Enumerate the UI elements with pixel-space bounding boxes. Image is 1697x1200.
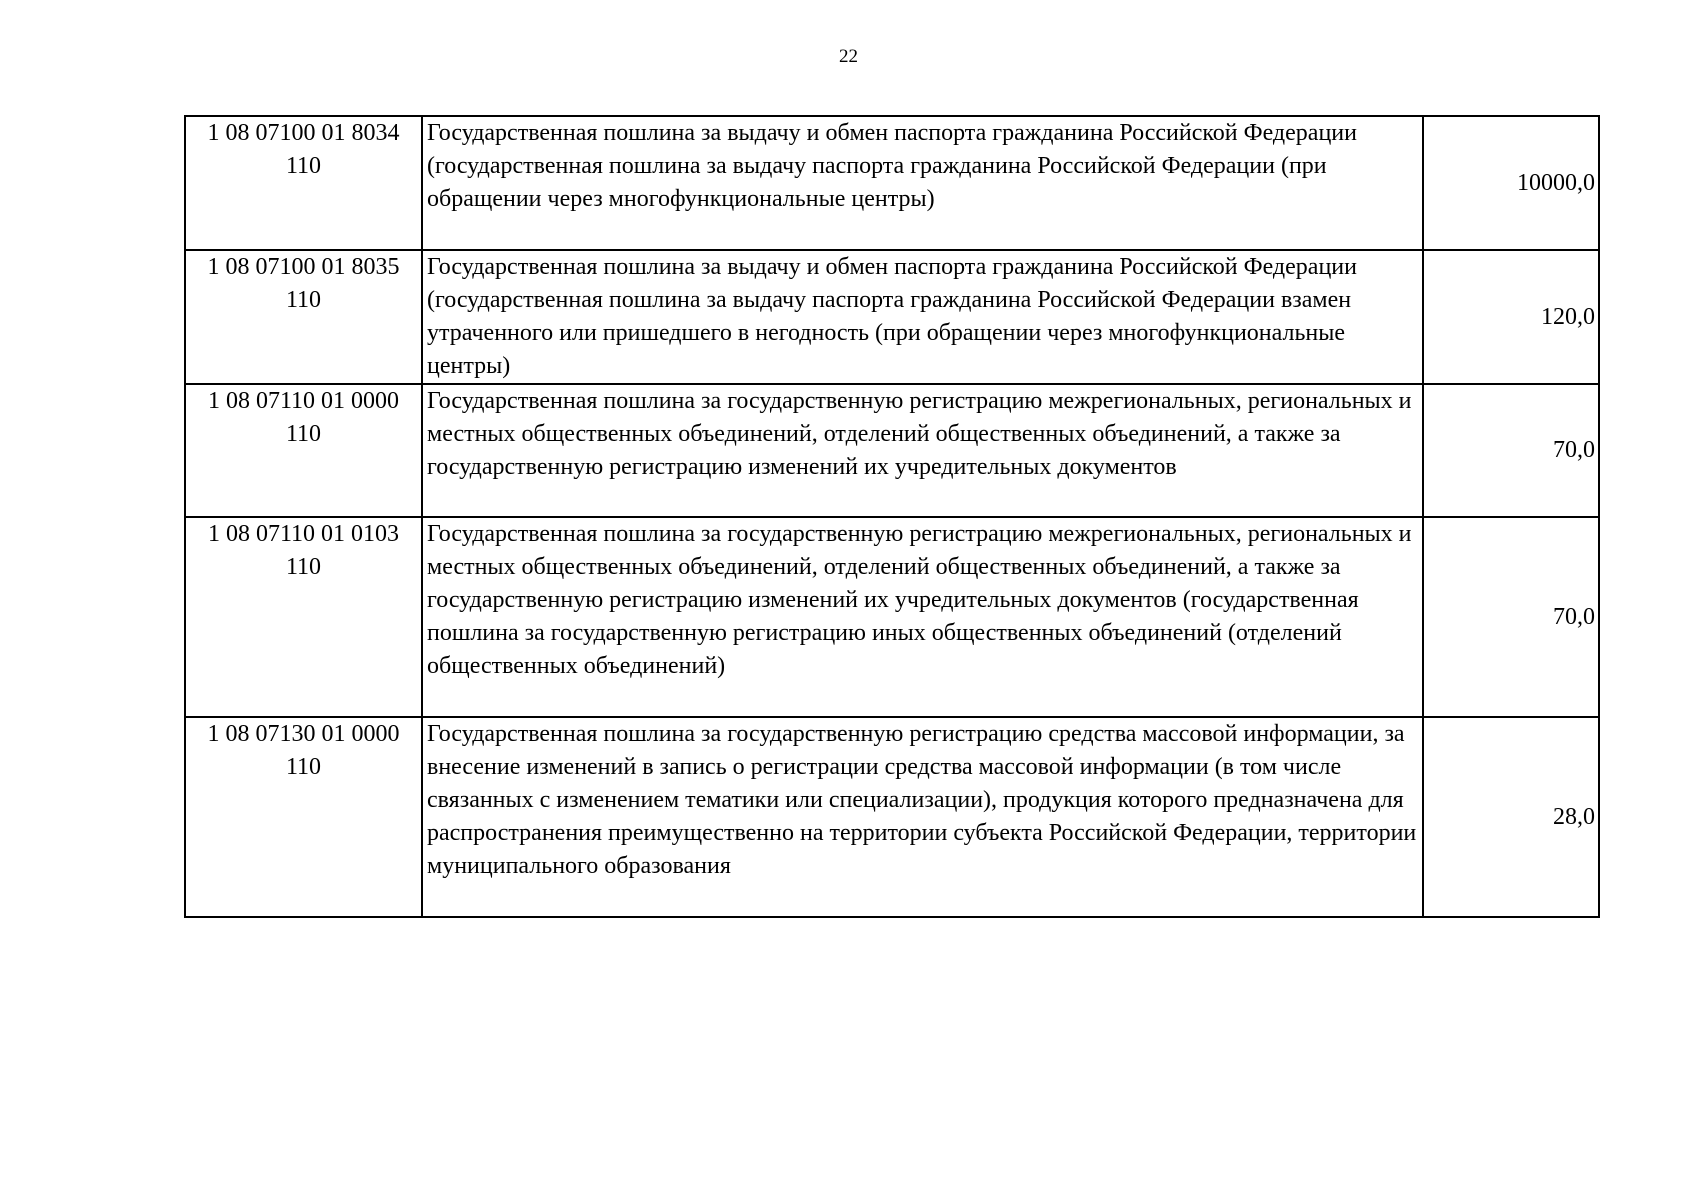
description-cell: Государственная пошлина за выдачу и обмен паспорта гражданина Российской Федерации (государственная пошлина за выдачу паспорта гражданина Российской Федерации (при обращении через многофункциональные центры) — [422, 116, 1423, 250]
code-cell — [185, 384, 422, 517]
code-cell — [185, 250, 422, 384]
description-cell: Государственная пошлина за государственную регистрацию средства массовой информации, за внесение изменений в запись о регистрации средства массовой информации (в том числе связанных с изменением тематики или специализации), продукция которого предназначена для распространения преимущественно на территории субъекта Российской Федерации, территории муниципального образования — [422, 717, 1423, 917]
code-line-1: 1 08 07130 01 0000 — [207, 721, 400, 747]
fee-table — [184, 115, 1600, 918]
table-row — [185, 116, 1599, 250]
amount-cell: 120,0 — [1423, 250, 1599, 384]
code-line-2: 110 — [285, 754, 322, 780]
amount-cell: 70,0 — [1423, 384, 1599, 517]
table-row — [185, 384, 1599, 517]
code-line-2: 110 — [285, 287, 322, 313]
code-line-2: 110 — [285, 421, 322, 447]
table-row — [185, 717, 1599, 917]
code-cell — [185, 717, 422, 917]
table-row — [185, 250, 1599, 384]
description-cell: Государственная пошлина за государственную регистрацию межрегиональных, региональных и местных общественных объединений, отделений общественных объединений, а также за государственную регистрацию изменений их учредительных документов — [422, 384, 1423, 517]
amount-cell: 28,0 — [1423, 717, 1599, 917]
code-line-1: 1 08 07110 01 0103 — [207, 521, 400, 547]
code-line-1: 1 08 07100 01 8034 — [207, 120, 400, 146]
code-line-2: 110 — [285, 554, 322, 580]
amount-cell: 10000,0 — [1423, 116, 1599, 250]
code-line-1: 1 08 07100 01 8035 — [207, 254, 400, 280]
table-row — [185, 517, 1599, 717]
description-cell: Государственная пошлина за государственную регистрацию межрегиональных, региональных и местных общественных объединений, отделений общественных объединений, а также за государственную регистрацию изменений их учредительных документов (государственная пошлина за государственную регистрацию иных общественных объединений (отделений общественных объединений) — [422, 517, 1423, 717]
page-number: 22 — [839, 46, 858, 67]
code-cell — [185, 116, 422, 250]
amount-cell: 70,0 — [1423, 517, 1599, 717]
code-line-2: 110 — [285, 153, 322, 179]
code-cell — [185, 517, 422, 717]
code-line-1: 1 08 07110 01 0000 — [207, 388, 400, 414]
description-cell: Государственная пошлина за выдачу и обмен паспорта гражданина Российской Федерации (государственная пошлина за выдачу паспорта гражданина Российской Федерации взамен утраченного или пришедшего в негодность (при обращении через многофункциональные центры) — [422, 250, 1423, 384]
